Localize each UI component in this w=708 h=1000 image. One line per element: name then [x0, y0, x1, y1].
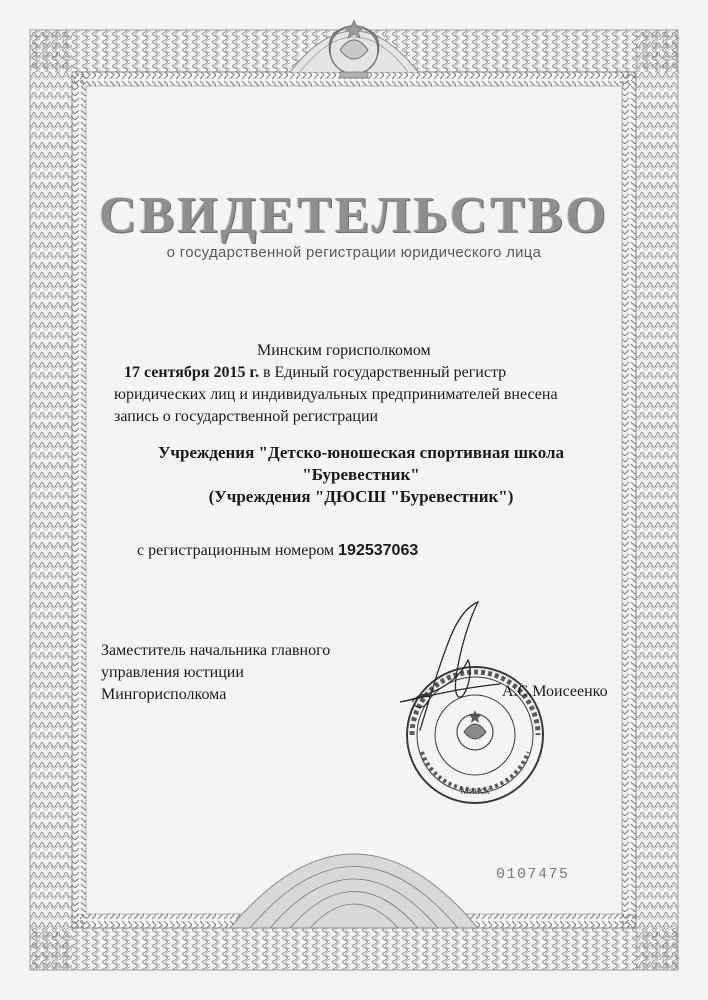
registration-line-2: юридических лиц и индивидуальных предпринимателей внесена	[114, 386, 558, 403]
document-title: СВИДЕТЕЛЬСТВО	[98, 187, 610, 244]
signer-title	[101, 640, 381, 706]
signer-title-line-3: Мингорисполкома	[101, 686, 227, 703]
organization-name	[114, 442, 608, 508]
registration-statement	[114, 340, 608, 428]
organization-short-name: (Учреждения "ДЮСШ "Буревестник")	[208, 487, 514, 506]
signer-title-line-2: управления юстиции	[101, 664, 244, 681]
handwritten-signature	[360, 598, 510, 738]
registration-number: 192537063	[338, 542, 419, 559]
signer-title-line-1: Заместитель начальника главного	[101, 642, 331, 659]
registration-number-label: с регистрационным номером	[137, 542, 335, 559]
registration-date: 17 сентября 2015 г.	[124, 364, 259, 381]
registration-text-1: в Единый государственный регистр	[262, 364, 507, 381]
registration-line-1	[114, 362, 608, 384]
document-subtitle: о государственной регистрации юридического лица	[166, 244, 542, 261]
stamp-city: Минск	[460, 786, 490, 797]
signer-name: А.С.Моисеенко	[502, 683, 608, 700]
form-serial-number: 0107475	[496, 866, 570, 883]
issuer-text: Минским горисполкомом	[257, 342, 431, 359]
organization-line-2: "Буревестник"	[302, 465, 420, 484]
organization-line-1: Учреждения "Детско-юношеская спортивная школа	[157, 443, 565, 462]
state-emblem-icon	[300, 10, 408, 84]
registration-number-line	[137, 540, 418, 562]
registration-line-3: запись о государственной регистрации	[114, 408, 379, 425]
